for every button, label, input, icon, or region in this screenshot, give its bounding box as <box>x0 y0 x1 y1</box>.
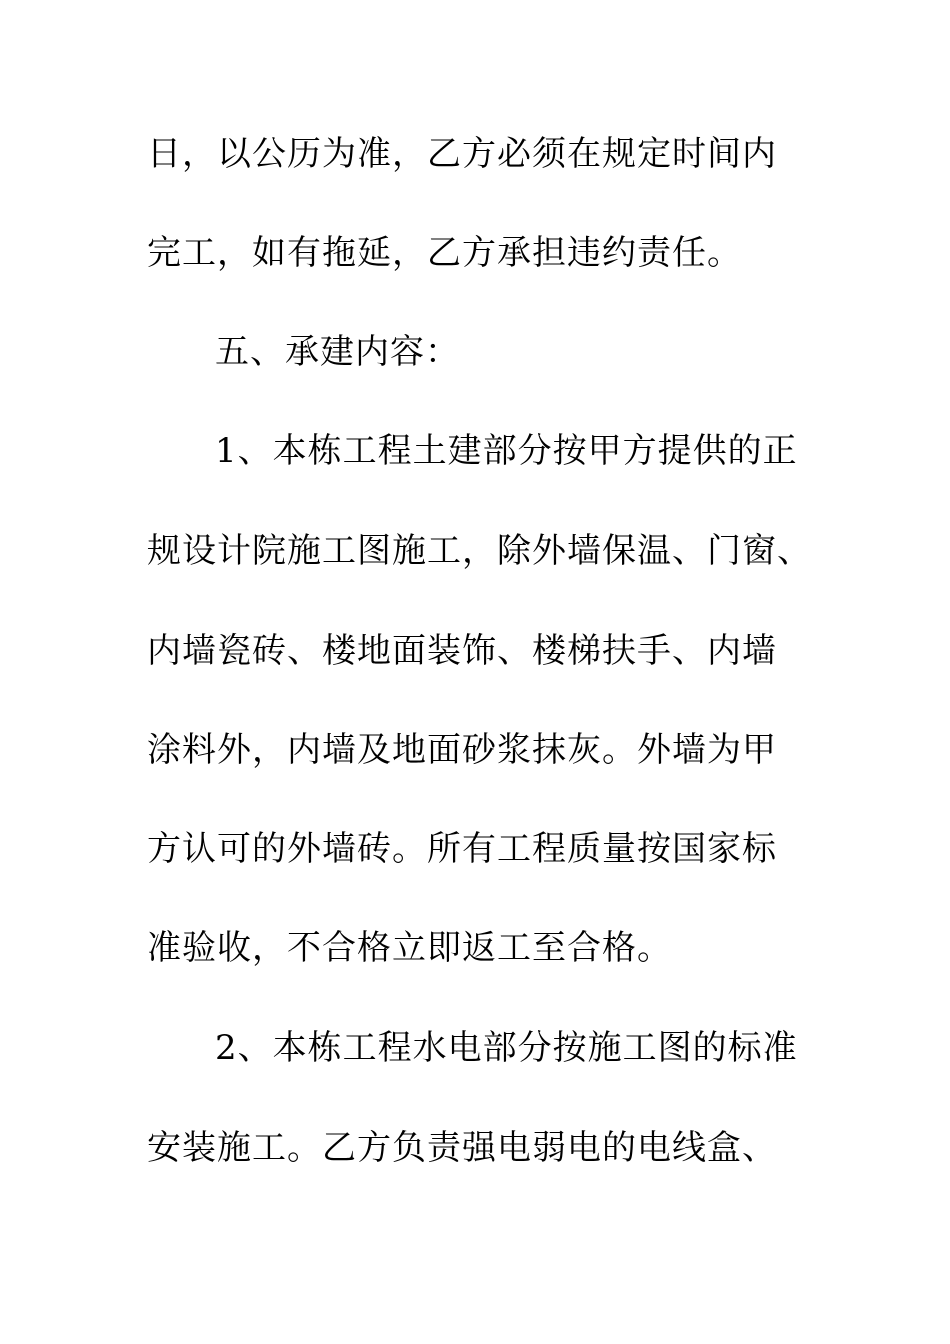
paragraph-line: 方认可的外墙砖。所有工程质量按国家标 <box>147 829 777 869</box>
section-heading: 五、承建内容： <box>215 332 460 372</box>
paragraph-line: 准验收，不合格立即返工至合格。 <box>147 928 672 968</box>
paragraph-line: 涂料外，内墙及地面砂浆抹灰。外墙为甲 <box>147 730 777 770</box>
paragraph-line: 安装施工。乙方负责强电弱电的电线盒、 <box>147 1128 777 1168</box>
paragraph-line: 2、本栋工程水电部分按施工图的标准 <box>215 1028 798 1068</box>
paragraph-line: 规设计院施工图施工，除外墙保温、门窗、 <box>147 531 812 571</box>
paragraph-line: 完工，如有拖延，乙方承担违约责任。 <box>147 233 742 273</box>
paragraph-line: 日，以公历为准，乙方必须在规定时间内 <box>147 134 777 174</box>
paragraph-line: 内墙瓷砖、楼地面装饰、楼梯扶手、内墙 <box>147 631 777 671</box>
paragraph-line: 1、本栋工程土建部分按甲方提供的正 <box>215 431 798 471</box>
